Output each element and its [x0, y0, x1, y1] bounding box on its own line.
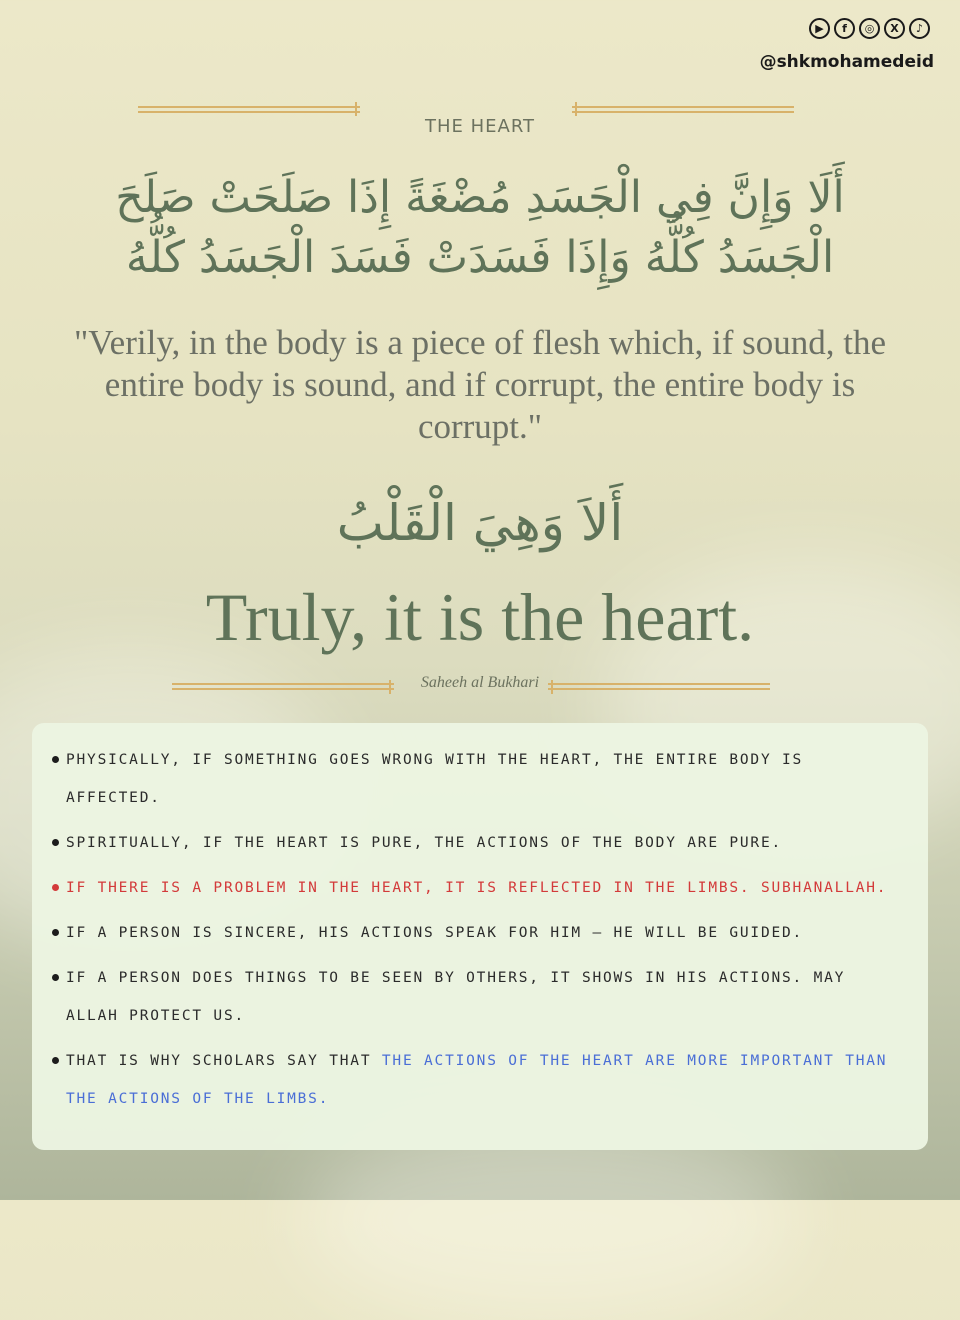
ornament-rule-top-right [572, 102, 794, 112]
facebook-icon[interactable]: f [834, 18, 855, 39]
point-text: IF A PERSON IS SINCERE, HIS ACTIONS SPEAK FOR HIM — HE WILL BE GUIDED. [66, 925, 804, 941]
social-handle: @shkmohamedeid [759, 52, 934, 72]
list-item [66, 869, 908, 907]
youtube-icon[interactable]: ▶ [809, 18, 830, 39]
bullet-icon [52, 839, 59, 846]
hadith-source: Saheeh al Bukhari [420, 674, 540, 691]
ornament-rule-top-left [138, 102, 360, 112]
x-icon[interactable]: X [884, 18, 905, 39]
section-label: THE HEART [424, 116, 536, 137]
arabic-emphasis-text: أَلاَ وَهِيَ الْقَلْبُ [336, 494, 624, 552]
bullet-icon [52, 884, 59, 891]
list-item [66, 959, 908, 1035]
social-icons [809, 18, 930, 39]
arabic-hadith-text: أَلَا وَإِنَّ فِي الْجَسَدِ مُضْغَةً إِذَا صَلَحَتْ صَلَحَ الْجَسَدُ كُلُّهُ وَإِذَا فَسَدَتْ فَسَدَ الْجَسَدُ كُلُّهُ [115, 172, 845, 283]
instagram-icon[interactable]: ◎ [859, 18, 880, 39]
list-item [66, 914, 908, 952]
bullet-icon [52, 1057, 59, 1064]
reflection-panel [32, 723, 928, 1150]
list-item [66, 824, 908, 862]
point-text: SPIRITUALLY, IF THE HEART IS PURE, THE ACTIONS OF THE BODY ARE PURE. [66, 835, 783, 851]
point-text: THAT IS WHY SCHOLARS SAY THAT [66, 1053, 382, 1069]
tiktok-icon[interactable]: ♪ [909, 18, 930, 39]
point-highlight: THE ACTIONS OF THE HEART ARE MORE IMPORTANT THAN THE ACTIONS OF THE LIMBS. [66, 1053, 888, 1107]
english-translation: "Verily, in the body is a piece of flesh which, if sound, the entire body is sound, and if corrupt, the entire body is corrupt." [74, 323, 886, 446]
point-text: IF A PERSON DOES THINGS TO BE SEEN BY OTHERS, IT SHOWS IN HIS ACTIONS. MAY ALLAH PROTECT US. [66, 970, 846, 1024]
reflection-list [66, 741, 908, 1118]
bullet-icon [52, 974, 59, 981]
list-item [66, 1042, 908, 1118]
emphasis-translation: Truly, it is the heart. [205, 579, 755, 655]
bullet-icon [52, 756, 59, 763]
point-text: IF THERE IS A PROBLEM IN THE HEART, IT IS REFLECTED IN THE LIMBS. SUBHANALLAH. [66, 880, 888, 896]
list-item [66, 741, 908, 817]
point-text: PHYSICALLY, IF SOMETHING GOES WRONG WITH THE HEART, THE ENTIRE BODY IS AFFECTED. [66, 752, 804, 806]
bullet-icon [52, 929, 59, 936]
